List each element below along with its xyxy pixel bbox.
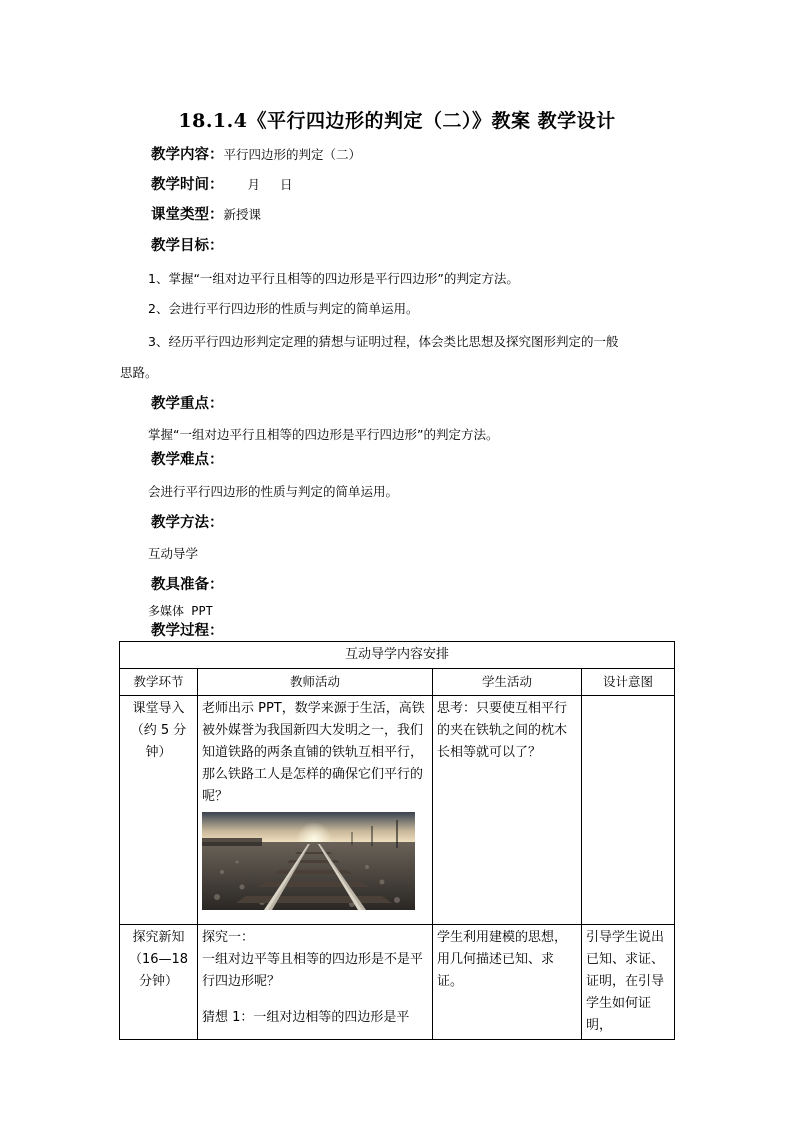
method-label: 教学方法：	[151, 515, 224, 531]
table-row	[120, 925, 675, 1040]
content-line	[151, 147, 361, 164]
content-value: 平行四边形的判定（二）	[223, 147, 362, 162]
time-month: 月	[247, 177, 261, 192]
row2-stage: 探究新知（16—18 分钟）	[120, 925, 198, 1040]
process-label: 教学过程：	[151, 623, 224, 639]
keypoint-label: 教学重点：	[151, 396, 224, 412]
header-teacher: 教师活动	[198, 669, 433, 696]
difficulty-heading	[151, 452, 224, 469]
row2-teacher-gap	[202, 993, 428, 1007]
time-day: 日	[280, 177, 293, 192]
keypoint-text: 掌握“一组对边平行且相等的四边形是平行四边形”的判定方法。	[148, 427, 499, 442]
header-intent: 设计意图	[582, 669, 675, 696]
header-student: 学生活动	[433, 669, 582, 696]
row1-teacher	[198, 696, 433, 925]
row2-teacher-line2: 一组对边平等且相等的四边形是不是平行四边形呢？	[202, 952, 424, 989]
goal-3-line1: 3、经历平行四边形判定定理的猜想与证明过程，体会类比思想及探究图形判定的一般	[148, 334, 619, 349]
table-caption-row	[120, 642, 675, 669]
keypoint-heading	[151, 396, 224, 413]
tools-text: 多媒体 PPT	[148, 604, 213, 618]
tools-heading	[151, 577, 224, 594]
difficulty-text: 会进行平行四边形的性质与判定的简单运用。	[148, 484, 399, 499]
table-row	[120, 696, 675, 925]
time-line	[151, 177, 293, 194]
type-label: 课堂类型：	[151, 207, 224, 223]
header-stage: 教学环节	[120, 669, 198, 696]
type-value: 新授课	[223, 207, 262, 222]
row2-student: 学生利用建模的思想，用几何描述已知、求证。	[433, 925, 582, 1040]
page-title: 18.1.4《平行四边形的判定（二）》教案 教学设计	[178, 110, 616, 132]
difficulty-label: 教学难点：	[151, 452, 224, 468]
railway-track-image	[202, 812, 415, 910]
row1-intent	[582, 696, 675, 925]
process-heading	[151, 623, 224, 640]
goals-label: 教学目标：	[151, 238, 224, 254]
row2-intent: 引导学生说出已知、求证、证明，在引导学生如何证明，	[582, 925, 675, 1040]
goal-1: 1、掌握“一组对边平行且相等的四边形是平行四边形”的判定方法。	[148, 271, 519, 286]
table-caption: 互动导学内容安排	[120, 642, 675, 669]
goal-2: 2、会进行平行四边形的性质与判定的简单运用。	[148, 301, 419, 316]
type-line	[151, 207, 261, 224]
content-label: 教学内容：	[151, 147, 224, 163]
row2-teacher	[198, 925, 433, 1040]
goal-3-line2: 思路。	[120, 365, 158, 380]
goals-heading	[151, 238, 224, 255]
method-heading	[151, 515, 224, 532]
row1-student: 思考：只要使互相平行的夹在铁轨之间的枕木长相等就可以了？	[433, 696, 582, 925]
lesson-table	[119, 641, 675, 1040]
row2-teacher-line3: 猜想 1：一组对边相等的四边形是平	[202, 1010, 410, 1025]
method-text: 互动导学	[148, 546, 199, 561]
row1-stage: 课堂导入（约 5 分钟）	[120, 696, 198, 925]
tools-label: 教具准备：	[151, 577, 224, 593]
row2-teacher-line1: 探究一：	[202, 930, 255, 945]
time-label: 教学时间：	[151, 177, 224, 193]
row1-teacher-text: 老师出示 PPT，数学来源于生活，高铁被外媒誉为我国新四大发明之一，我们知道铁路的两条直铺的铁轨互相平行，那么铁路工人是怎样的确保它们平行的呢？	[202, 701, 425, 804]
table-header-row	[120, 669, 675, 696]
